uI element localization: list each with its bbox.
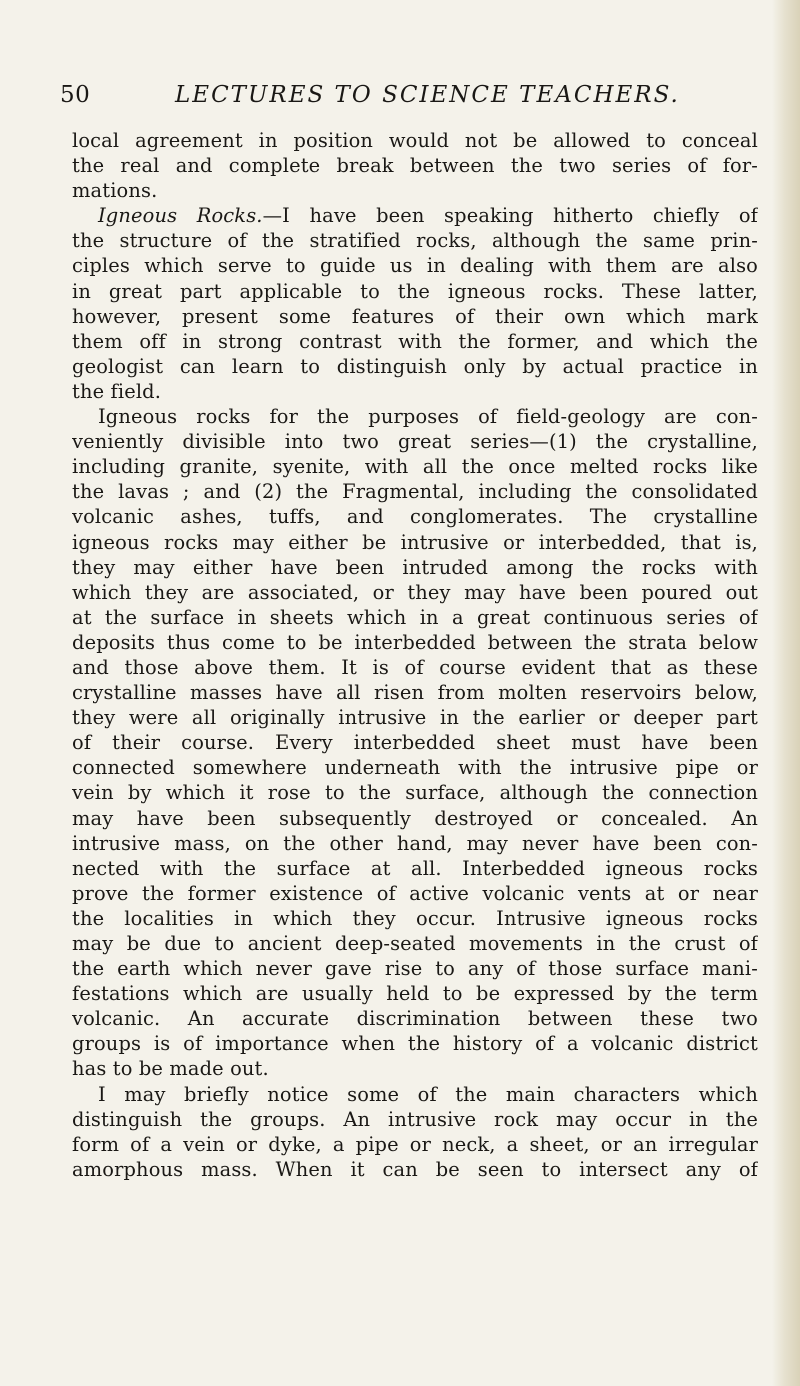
line-text: of their course. Every interbedded sheet must have been — [72, 731, 758, 755]
line-text: mations. — [72, 179, 158, 203]
text-line — [72, 329, 758, 354]
text-line — [72, 1056, 758, 1081]
text-line — [72, 253, 758, 278]
line-text: may have been subsequently destroyed or concealed. An — [72, 806, 758, 830]
text-line — [72, 655, 758, 680]
line-text: has to be made out. — [72, 1057, 269, 1081]
line-text: and those above them. It is of course evident that as these — [72, 655, 758, 679]
page-edge-shadow — [772, 0, 800, 1386]
line-text: them off in strong contrast with the former, and which the — [72, 329, 758, 353]
line-text: distinguish the groups. An intrusive rock may occur in the — [72, 1107, 758, 1131]
text-line — [72, 881, 758, 906]
text-line — [72, 479, 758, 504]
text-line — [72, 1031, 758, 1056]
line-text: I may briefly notice some of the main characters which — [98, 1082, 758, 1106]
text-line — [72, 1157, 758, 1182]
line-text: —I have been speaking hitherto chiefly of — [262, 204, 758, 228]
text-line — [72, 981, 758, 1006]
line-text: groups is of importance when the history of a volcanic district — [72, 1032, 758, 1056]
line-text: igneous rocks may either be intrusive or interbedded, that is, — [72, 530, 758, 554]
text-line — [72, 1006, 758, 1031]
text-line — [72, 856, 758, 881]
page-number: 50 — [60, 82, 91, 108]
line-text: volcanic. An accurate discrimination between these two — [72, 1007, 758, 1031]
text-line — [72, 153, 758, 178]
running-title: LECTURES TO SCIENCE TEACHERS. — [175, 82, 680, 108]
line-text: in great part applicable to the igneous rocks. These latter, — [72, 279, 758, 303]
text-line — [72, 454, 758, 479]
text-line — [72, 956, 758, 981]
line-text: including granite, syenite, with all the once melted rocks like — [72, 455, 758, 479]
text-line — [72, 555, 758, 580]
line-text: local agreement in position would not be allowed to conceal — [72, 129, 758, 152]
line-text: at the surface in sheets which in a great continuous series of — [72, 605, 758, 629]
text-line — [72, 504, 758, 529]
text-line — [72, 680, 758, 705]
body-text — [72, 128, 758, 1182]
line-text: Igneous rocks for the purposes of field-geology are con- — [98, 405, 758, 429]
text-line — [72, 128, 758, 153]
section-heading: Igneous Rocks. — [98, 204, 263, 228]
text-line — [72, 755, 758, 780]
text-line — [72, 1132, 758, 1157]
text-line — [72, 304, 758, 329]
line-text: amorphous mass. When it can be seen to intersect any of — [72, 1157, 758, 1181]
text-line — [72, 228, 758, 253]
text-line — [72, 530, 758, 555]
text-line — [72, 404, 758, 429]
line-text: crystalline masses have all risen from molten reservoirs below, — [72, 681, 758, 705]
line-text: festations which are usually held to be expressed by the term — [72, 982, 758, 1006]
line-text: they were all originally intrusive in the earlier or deeper part — [72, 706, 758, 730]
text-line — [72, 580, 758, 605]
text-line — [72, 178, 758, 203]
text-line — [72, 906, 758, 931]
line-text: ciples which serve to guide us in dealing with them are also — [72, 254, 758, 278]
text-line — [72, 1082, 758, 1107]
line-text: intrusive mass, on the other hand, may never have been con- — [72, 831, 758, 855]
line-text: veniently divisible into two great series—(1) the crystalline, — [72, 430, 758, 454]
text-line — [72, 279, 758, 304]
line-text: the localities in which they occur. Intrusive igneous rocks — [72, 906, 758, 930]
line-text: however, present some features of their own which mark — [72, 304, 758, 328]
text-line — [72, 379, 758, 404]
line-text: geologist can learn to distinguish only by actual practice in — [72, 354, 758, 378]
line-text: vein by which it rose to the surface, although the connection — [72, 781, 758, 805]
line-text: which they are associated, or they may have been poured out — [72, 580, 758, 604]
text-line — [72, 203, 758, 228]
line-text: nected with the surface at all. Interbedded igneous rocks — [72, 856, 758, 880]
line-text: the lavas ; and (2) the Fragmental, including the consolidated — [72, 480, 758, 504]
line-text: prove the former existence of active volcanic vents at or near — [72, 881, 758, 905]
line-text: the real and complete break between the two series of for- — [72, 154, 758, 178]
text-line — [72, 354, 758, 379]
page-header — [60, 82, 760, 116]
text-line — [72, 705, 758, 730]
text-line — [72, 605, 758, 630]
text-line — [72, 831, 758, 856]
line-text: deposits thus come to be interbedded between the strata below — [72, 630, 758, 654]
line-text: form of a vein or dyke, a pipe or neck, a sheet, or an irregular — [72, 1132, 758, 1156]
line-text: may be due to ancient deep-seated movements in the crust of — [72, 932, 758, 955]
line-text: volcanic ashes, tuffs, and conglomerates. The crystalline — [72, 505, 758, 529]
text-line — [72, 730, 758, 755]
text-line — [72, 429, 758, 454]
line-text: the structure of the stratified rocks, although the same prin- — [72, 229, 758, 253]
text-line — [72, 1107, 758, 1132]
text-line — [72, 931, 758, 956]
text-line — [72, 630, 758, 655]
line-text: the field. — [72, 379, 162, 403]
line-text: connected somewhere underneath with the intrusive pipe or — [72, 756, 758, 780]
line-text: they may either have been intruded among the rocks with — [72, 555, 758, 579]
text-line — [72, 780, 758, 805]
text-line — [72, 806, 758, 831]
line-text: the earth which never gave rise to any of those surface mani- — [72, 957, 758, 981]
